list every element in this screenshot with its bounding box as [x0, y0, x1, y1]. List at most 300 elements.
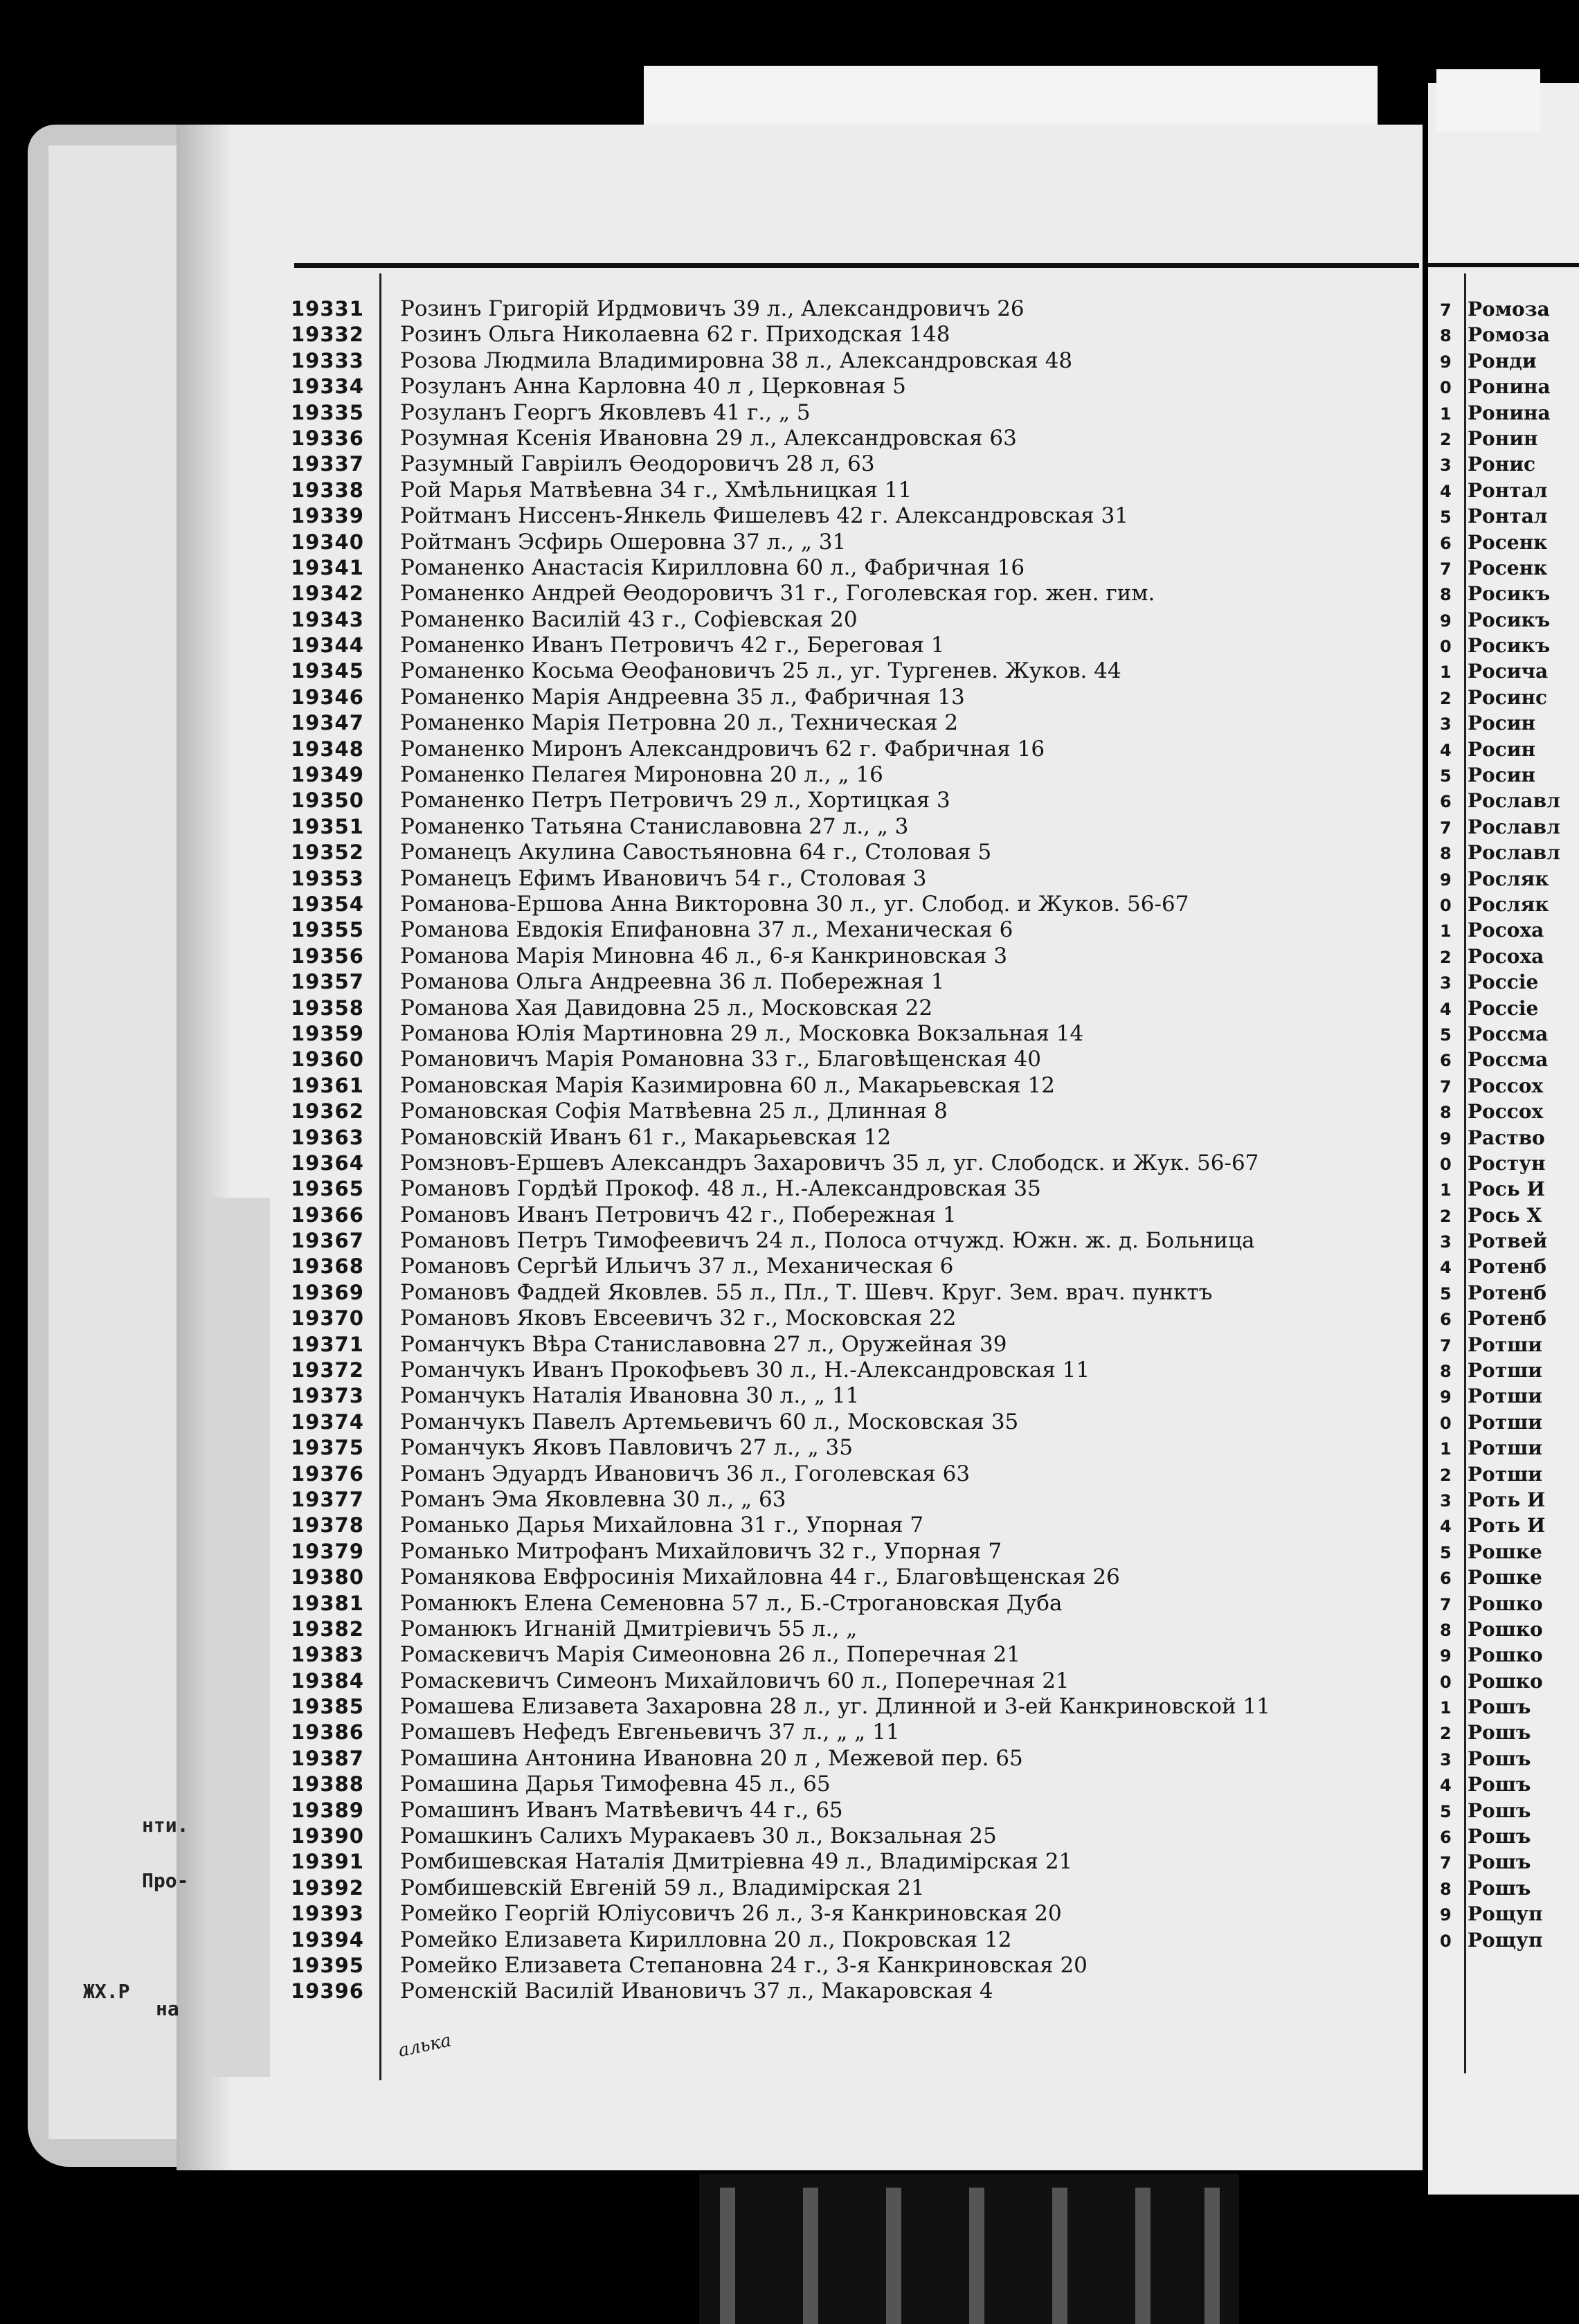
entry-number: 19358 — [291, 996, 364, 1020]
entry-row — [291, 1228, 1270, 1254]
right-entry-row — [1440, 1280, 1560, 1306]
entry-text: Ромашина Антонина Ивановна 20 л , Межевой пер. 65 — [400, 1745, 1023, 1771]
entry-text: Розуланъ Анна Карловна 40 л , Церковная 5 — [400, 374, 906, 399]
entry-text: Розова Людмила Владимировна 38 л., Александровская 48 — [400, 348, 1073, 373]
entry-number: 19353 — [291, 866, 364, 890]
entry-number: 19341 — [291, 555, 364, 579]
entry-number: 19356 — [291, 944, 364, 968]
right-entry-number: 3 — [1440, 1232, 1452, 1252]
right-entry-row — [1440, 1487, 1560, 1513]
right-entry-name: Рось И — [1468, 1178, 1545, 1201]
entry-row — [291, 1047, 1270, 1072]
right-entry-name: Ротенб — [1468, 1281, 1547, 1304]
right-entry-name: Росенк — [1468, 530, 1548, 554]
entry-row — [291, 1591, 1270, 1616]
entry-row — [291, 530, 1270, 555]
right-entry-row — [1440, 503, 1560, 529]
entry-number: 19342 — [291, 582, 364, 606]
right-entry-number: 4 — [1440, 1258, 1452, 1278]
entry-number: 19344 — [291, 633, 364, 658]
right-entry-number: 6 — [1440, 1310, 1452, 1330]
entry-number: 19376 — [291, 1461, 364, 1486]
right-entry-name: Рошъ — [1468, 1825, 1531, 1848]
entry-text: Ромашина Дарья Тимофевна 45 л., 65 — [400, 1772, 831, 1797]
entry-text: Романовъ Иванъ Петровичъ 42 г., Побережная 1 — [400, 1202, 957, 1227]
right-entry-name: Ротши — [1468, 1359, 1542, 1382]
right-entry-row — [1440, 917, 1560, 943]
right-entry-name: Росикъ — [1468, 582, 1551, 606]
entry-text: Ромейко Георгій Юліусовичъ 26 л., 3-я Канкриновская 20 — [400, 1901, 1062, 1927]
right-entry-row — [1440, 685, 1560, 710]
right-entry-row — [1440, 1358, 1560, 1383]
entry-number: 19346 — [291, 685, 364, 709]
entry-row — [291, 762, 1270, 788]
right-entry-row — [1440, 607, 1560, 633]
top-rule — [294, 263, 1419, 268]
right-entry-name: Россма — [1468, 1022, 1549, 1045]
entry-row — [291, 1849, 1270, 1875]
entry-text: Романенко Марія Петровна 20 л., Техническая 2 — [400, 710, 959, 736]
right-entry-number: 7 — [1440, 1594, 1452, 1614]
entry-text: Романовъ Сергѣй Ильичъ 37 л., Механическая 6 — [400, 1254, 954, 1279]
right-entry-number: 0 — [1440, 1931, 1452, 1951]
right-entry-row — [1440, 633, 1560, 658]
entry-number: 19392 — [291, 1875, 364, 1900]
right-entry-name: Рошко — [1468, 1592, 1543, 1615]
entry-number: 19362 — [291, 1099, 364, 1124]
right-entry-row — [1440, 1772, 1560, 1797]
right-entry-row — [1440, 1332, 1560, 1358]
entry-row — [291, 1746, 1270, 1772]
entry-number: 19395 — [291, 1954, 364, 1977]
right-entry-name: Рошке — [1468, 1540, 1542, 1563]
entry-text: Розумная Ксенія Ивановна 29 л., Александровская 63 — [400, 425, 1017, 451]
entry-text: Ройтманъ Эсфирь Ошеровна 37 л., „ 31 — [400, 529, 847, 555]
right-entry-name: Рощуп — [1468, 1928, 1543, 1952]
entry-number: 19367 — [291, 1229, 364, 1253]
entry-row — [291, 1901, 1270, 1927]
right-entry-row — [1440, 788, 1560, 813]
right-entry-number: 3 — [1440, 973, 1452, 993]
right-entry-row — [1440, 1513, 1560, 1538]
entry-number: 19381 — [291, 1591, 364, 1615]
entry-row — [291, 840, 1270, 865]
entry-text: Романякова Евфросинія Михайловна 44 г., Благовѣщенская 26 — [400, 1565, 1120, 1590]
entry-row — [291, 1099, 1270, 1124]
entry-row — [291, 348, 1270, 374]
right-entry-name: Росин — [1468, 737, 1536, 761]
right-entry-name: Росенк — [1468, 556, 1548, 579]
right-paper-tab — [1436, 69, 1540, 132]
entry-text: Романчукъ Яковъ Павловичъ 27 л., „ 35 — [400, 1435, 853, 1461]
right-entry-number: 9 — [1440, 870, 1452, 890]
right-entry-number: 9 — [1440, 352, 1452, 372]
stand-bar — [720, 2188, 735, 2324]
right-entry-name: Рошъ — [1468, 1747, 1531, 1770]
right-entry-name: Раство — [1468, 1126, 1545, 1149]
right-entry-name: Ротенб — [1468, 1255, 1547, 1279]
right-entry-number: 8 — [1440, 326, 1452, 346]
entry-number: 19350 — [291, 789, 364, 813]
right-entry-number: 8 — [1440, 844, 1452, 864]
entry-row — [291, 1668, 1270, 1694]
entry-number: 19380 — [291, 1565, 364, 1589]
entry-row — [291, 1565, 1270, 1590]
entry-text: Романова Хая Давидовна 25 л., Московская 22 — [400, 995, 933, 1020]
right-entry-number: 2 — [1440, 688, 1452, 708]
entry-number: 19389 — [291, 1798, 364, 1822]
entry-number: 19364 — [291, 1151, 364, 1175]
right-entry-name: Рощуп — [1468, 1902, 1543, 1926]
entry-number: 19390 — [291, 1824, 364, 1848]
right-entry-number: 6 — [1440, 1051, 1452, 1071]
right-entry-number: 0 — [1440, 378, 1452, 398]
right-entry-number: 7 — [1440, 300, 1452, 320]
right-entry-row — [1440, 1798, 1560, 1823]
right-entry-name: Ронина — [1468, 375, 1551, 399]
entry-text: Романенко Анастасія Кирилловна 60 л., Фабричная 16 — [400, 555, 1025, 580]
entry-text: Романенко Петръ Петровичъ 29 л., Хортицкая 3 — [400, 788, 950, 813]
right-entry-row — [1440, 1202, 1560, 1228]
right-entry-row — [1440, 762, 1560, 788]
entry-row — [291, 1513, 1270, 1538]
edge-label: Про- — [142, 1869, 189, 1892]
entry-number: 19340 — [291, 530, 364, 554]
entry-row — [291, 1487, 1270, 1513]
right-entry-row — [1440, 1565, 1560, 1590]
edge-label: на — [156, 1997, 179, 2020]
entry-number: 19393 — [291, 1902, 364, 1926]
entry-text: Ромашева Елизавета Захаровна 28 л., уг. Длинной и 3-ей Канкриновской 11 — [400, 1694, 1270, 1720]
entry-row — [291, 581, 1270, 606]
entry-text: Романъ Эма Яковлевна 30 л., „ 63 — [400, 1486, 786, 1512]
entry-text: Романова Евдокія Епифановна 37 л., Механическая 6 — [400, 917, 1013, 943]
right-entry-name: Роть И — [1468, 1514, 1546, 1538]
right-entry-number: 4 — [1440, 999, 1452, 1019]
entry-number: 19331 — [291, 297, 364, 321]
right-entry-row — [1440, 737, 1560, 762]
entry-row — [291, 1720, 1270, 1745]
right-entry-number: 2 — [1440, 1465, 1452, 1485]
right-entry-row — [1440, 944, 1560, 969]
entry-row — [291, 737, 1270, 762]
right-entry-name: Рошко — [1468, 1617, 1543, 1641]
right-entry-number: 6 — [1440, 1569, 1452, 1589]
right-entry-row — [1440, 555, 1560, 581]
right-entry-name: Ротвей — [1468, 1229, 1548, 1253]
entry-row — [291, 710, 1270, 736]
right-entry-row — [1440, 1021, 1560, 1047]
right-entry-number: 2 — [1440, 429, 1452, 449]
entry-row — [291, 1927, 1270, 1953]
right-entry-name: Рошъ — [1468, 1721, 1531, 1745]
entry-number: 19372 — [291, 1358, 364, 1382]
entry-number: 19361 — [291, 1073, 364, 1097]
right-entry-row — [1440, 969, 1560, 995]
stand-bar — [1204, 2188, 1220, 2324]
right-entry-row — [1440, 1849, 1560, 1875]
right-entry-row — [1440, 1461, 1560, 1487]
stand-bar — [803, 2188, 818, 2324]
entry-text: Романецъ Акулина Савостьяновна 64 г., Столовая 5 — [400, 840, 992, 865]
right-entry-name: Ротши — [1468, 1333, 1542, 1356]
right-entry-number: 0 — [1440, 895, 1452, 915]
entry-text: Романовичъ Марія Романовна 33 г., Благовѣщенская 40 — [400, 1047, 1041, 1072]
right-entry-number: 0 — [1440, 1154, 1452, 1174]
right-entry-number: 1 — [1440, 663, 1452, 683]
entry-number: 19386 — [291, 1720, 364, 1745]
right-entry-row — [1440, 1591, 1560, 1616]
right-entry-name: Росоха — [1468, 919, 1544, 942]
right-entry-name: Росинс — [1468, 685, 1548, 709]
right-entry-row — [1440, 814, 1560, 840]
right-entry-row — [1440, 530, 1560, 555]
right-entry-name: Росикъ — [1468, 634, 1551, 658]
entry-number: 19374 — [291, 1409, 364, 1434]
entry-text: Ромашинъ Иванъ Матвѣевичъ 44 г., 65 — [400, 1797, 843, 1823]
entry-list — [291, 296, 1270, 2005]
entry-row — [291, 451, 1270, 477]
entry-row — [291, 1435, 1270, 1461]
right-entry-name: Ронтал — [1468, 505, 1548, 528]
entry-row — [291, 1280, 1270, 1306]
entry-row — [291, 503, 1270, 529]
entry-number: 19371 — [291, 1332, 364, 1356]
entry-number: 19379 — [291, 1539, 364, 1563]
entry-text: Ромаскевичъ Марія Симеоновна 26 л., Поперечная 21 — [400, 1642, 1021, 1668]
entry-text: Розуланъ Георгъ Яковлевъ 41 г., „ 5 — [400, 399, 811, 425]
right-entry-row — [1440, 426, 1560, 451]
right-entry-row — [1440, 1668, 1560, 1694]
entry-text: Розинъ Григорій Ирдмовичъ 39 л., Александровичъ 26 — [400, 296, 1025, 321]
entry-row — [291, 1021, 1270, 1047]
entry-text: Ромейко Елизавета Степановна 24 г., 3-я Канкриновская 20 — [400, 1953, 1088, 1978]
right-entry-name: Ронин — [1468, 426, 1538, 450]
entry-row — [291, 1616, 1270, 1642]
entry-text: Разумный Гавріилъ Ѳеодоровичъ 28 л, 63 — [400, 451, 875, 477]
right-entry-row — [1440, 1151, 1560, 1176]
entry-text: Романчукъ Иванъ Прокофьевъ 30 л., Н.-Александровская 11 — [400, 1358, 1090, 1383]
entry-row — [291, 1461, 1270, 1487]
entry-text: Романенко Татьяна Станиславовна 27 л., „ 3 — [400, 813, 909, 839]
entry-row — [291, 969, 1270, 995]
right-entry-number: 7 — [1440, 1853, 1452, 1873]
entry-text: Ромзновъ-Ершевъ Александръ Захаровичъ 35 л, уг. Слободск. и Жук. 56-67 — [400, 1150, 1259, 1175]
right-entry-number: 2 — [1440, 1206, 1452, 1226]
right-entry-number: 3 — [1440, 456, 1452, 476]
right-entry-number: 8 — [1440, 1620, 1452, 1640]
entry-text: Роменскій Василій Ивановичъ 37 л., Макаровская 4 — [400, 1979, 993, 2004]
right-entry-number: 0 — [1440, 1413, 1452, 1433]
entry-text: Романчукъ Вѣра Станиславовна 27 л., Оружейная 39 — [400, 1331, 1007, 1357]
entry-text: Романовская Софія Матвѣевна 25 л., Длинная 8 — [400, 1099, 948, 1124]
entry-text: Ромбишевская Наталія Дмитріевна 49 л., Владимірская 21 — [400, 1849, 1073, 1875]
entry-row — [291, 814, 1270, 840]
right-entry-name: Ротши — [1468, 1436, 1542, 1460]
right-entry-row — [1440, 996, 1560, 1021]
right-entry-row — [1440, 374, 1560, 399]
entry-text: Романчукъ Павелъ Артемьевичъ 60 л., Московская 35 — [400, 1409, 1019, 1434]
right-entry-name: Росин — [1468, 712, 1536, 735]
right-entry-name: Росляк — [1468, 867, 1549, 890]
right-entry-number: 9 — [1440, 1646, 1452, 1666]
right-top-rule — [1428, 263, 1579, 267]
entry-text: Романовъ Яковъ Евсеевичъ 32 г., Московская 22 — [400, 1306, 957, 1331]
entry-text: Ромаскевичъ Симеонъ Михайловичъ 60 л., Поперечная 21 — [400, 1668, 1070, 1693]
entry-text: Романюкъ Елена Семеновна 57 л., Б.-Строгановская Дуба — [400, 1590, 1063, 1616]
entry-row — [291, 996, 1270, 1021]
right-entry-name: Россма — [1468, 1048, 1549, 1072]
right-entry-number: 7 — [1440, 818, 1452, 838]
right-entry-number: 5 — [1440, 507, 1452, 528]
right-entry-name: Рошъ — [1468, 1876, 1531, 1900]
right-entry-row — [1440, 1125, 1560, 1151]
entry-row — [291, 1202, 1270, 1228]
right-entry-number: 3 — [1440, 1749, 1452, 1769]
entry-row — [291, 1953, 1270, 1979]
entry-text: Романова Юлія Мартиновна 29 л., Московка Вокзальная 14 — [400, 1020, 1084, 1046]
right-entry-name: Рошке — [1468, 1566, 1542, 1589]
entry-number: 19378 — [291, 1513, 364, 1538]
entry-number: 19375 — [291, 1436, 364, 1460]
entry-number: 19383 — [291, 1643, 364, 1667]
right-entry-number: 0 — [1440, 637, 1452, 657]
entry-number: 19334 — [291, 375, 364, 399]
entry-row — [291, 1875, 1270, 1901]
entry-row — [291, 400, 1270, 426]
right-entry-name: Роть И — [1468, 1488, 1546, 1511]
right-entry-row — [1440, 1901, 1560, 1927]
entry-row — [291, 944, 1270, 969]
entry-number: 19352 — [291, 840, 364, 865]
entry-text: Романовъ Гордѣй Прокоф. 48 л., Н.-Александровская 35 — [400, 1176, 1041, 1202]
entry-number: 19336 — [291, 426, 364, 450]
right-entry-name: Ронди — [1468, 349, 1537, 372]
right-entry-name: Рошко — [1468, 1643, 1543, 1667]
entry-number: 19369 — [291, 1280, 364, 1304]
right-entry-number: 4 — [1440, 740, 1452, 760]
right-entry-number: 3 — [1440, 714, 1452, 735]
entry-number: 19387 — [291, 1746, 364, 1770]
entry-number: 19368 — [291, 1254, 364, 1279]
entry-text: Романенко Андрей Ѳеодоровичъ 31 г., Гоголевская гор. жен. гим. — [400, 581, 1155, 606]
right-entry-row — [1440, 866, 1560, 892]
right-entry-number: 9 — [1440, 1387, 1452, 1407]
entry-text: Романова Марія Миновна 46 л., 6-я Канкриновская 3 — [400, 943, 1008, 969]
entry-text: Рой Марья Матвѣевна 34 г., Хмѣльницкая 11 — [400, 477, 912, 503]
right-entry-row — [1440, 1073, 1560, 1099]
right-entry-row — [1440, 1616, 1560, 1642]
right-entry-row — [1440, 1746, 1560, 1772]
entry-row — [291, 478, 1270, 503]
entry-text: Романенко Косьма Ѳеофановичъ 25 л., уг. Тургенев. Жуков. 44 — [400, 658, 1121, 684]
entry-row — [291, 1979, 1270, 2004]
entry-number: 19359 — [291, 1021, 364, 1045]
entry-row — [291, 1642, 1270, 1668]
right-entry-row — [1440, 1823, 1560, 1849]
entry-row — [291, 322, 1270, 348]
entry-number: 19351 — [291, 814, 364, 838]
entry-text: Романенко Иванъ Петровичъ 42 г., Береговая 1 — [400, 633, 945, 658]
right-entry-name: Рошъ — [1468, 1695, 1531, 1719]
entry-number: 19391 — [291, 1850, 364, 1874]
entry-row — [291, 1306, 1270, 1331]
right-entry-name: Россох — [1468, 1100, 1544, 1124]
right-entry-name: Росикъ — [1468, 608, 1551, 631]
edge-label: нти. — [142, 1814, 189, 1837]
right-entry-number: 0 — [1440, 1672, 1452, 1692]
entry-row — [291, 1176, 1270, 1202]
right-entry-number: 6 — [1440, 533, 1452, 553]
right-entry-number: 3 — [1440, 1490, 1452, 1511]
right-entry-number: 1 — [1440, 404, 1452, 424]
right-entry-row — [1440, 348, 1560, 374]
entry-number: 19373 — [291, 1384, 364, 1408]
right-entry-number: 4 — [1440, 1517, 1452, 1537]
right-entry-row — [1440, 1047, 1560, 1072]
right-entry-name: Росоха — [1468, 944, 1544, 968]
right-entry-number: 4 — [1440, 481, 1452, 501]
right-entry-name: Ротши — [1468, 1385, 1542, 1408]
right-entry-number: 8 — [1440, 1879, 1452, 1899]
right-entry-number: 5 — [1440, 1025, 1452, 1045]
entry-text: Романенко Пелагея Мироновна 20 л., „ 16 — [400, 762, 883, 788]
right-entry-row — [1440, 1383, 1560, 1409]
right-entry-row — [1440, 1409, 1560, 1435]
right-entry-row — [1440, 658, 1560, 684]
right-entry-number: 9 — [1440, 611, 1452, 631]
stand-bar — [886, 2188, 901, 2324]
entry-number: 19396 — [291, 1979, 364, 2003]
entry-row — [291, 1694, 1270, 1720]
right-entry-name: Рось Х — [1468, 1203, 1542, 1227]
entry-text: Ромейко Елизавета Кирилловна 20 л., Покровская 12 — [400, 1927, 1012, 1952]
right-entry-row — [1440, 581, 1560, 606]
entry-text: Романовъ Фаддей Яковлев. 55 л., Пл., Т. Шевч. Круг. Зем. врач. пунктъ — [400, 1279, 1213, 1305]
right-entry-number: 2 — [1440, 947, 1452, 967]
right-entry-name: Рославл — [1468, 789, 1560, 813]
entry-row — [291, 1383, 1270, 1409]
right-entry-row — [1440, 1694, 1560, 1720]
entry-text: Романенко Миронъ Александровичъ 62 г. Фабричная 16 — [400, 736, 1045, 762]
entry-number: 19384 — [291, 1668, 364, 1693]
right-entry-number: 8 — [1440, 585, 1452, 605]
entry-row — [291, 1823, 1270, 1849]
entry-number: 19370 — [291, 1306, 364, 1331]
right-entry-number: 8 — [1440, 1362, 1452, 1382]
stand-bar — [969, 2188, 984, 2324]
right-entry-row — [1440, 1539, 1560, 1565]
right-entry-name: Россох — [1468, 1074, 1544, 1097]
right-entry-row — [1440, 478, 1560, 503]
right-entry-number: 1 — [1440, 921, 1452, 942]
edge-label: ЖХ.Р — [83, 1980, 130, 2003]
right-entry-name: Ронис — [1468, 453, 1536, 476]
entry-number: 19355 — [291, 918, 364, 942]
right-entry-row — [1440, 296, 1560, 322]
entry-number: 19339 — [291, 504, 364, 528]
entry-row — [291, 1332, 1270, 1358]
right-entry-name: Ростун — [1468, 1151, 1546, 1175]
entry-number: 19349 — [291, 763, 364, 787]
right-entry-name: Росляк — [1468, 892, 1549, 916]
entry-row — [291, 633, 1270, 658]
entry-text: Ромашевъ Нефедъ Евгеньевичъ 37 л., „ „ 11 — [400, 1720, 900, 1745]
entry-text: Ройтманъ Ниссенъ-Янкель Фишелевъ 42 г. Александровская 31 — [400, 503, 1129, 529]
right-entry-row — [1440, 1720, 1560, 1745]
entry-row — [291, 426, 1270, 451]
entry-number: 19333 — [291, 348, 364, 372]
